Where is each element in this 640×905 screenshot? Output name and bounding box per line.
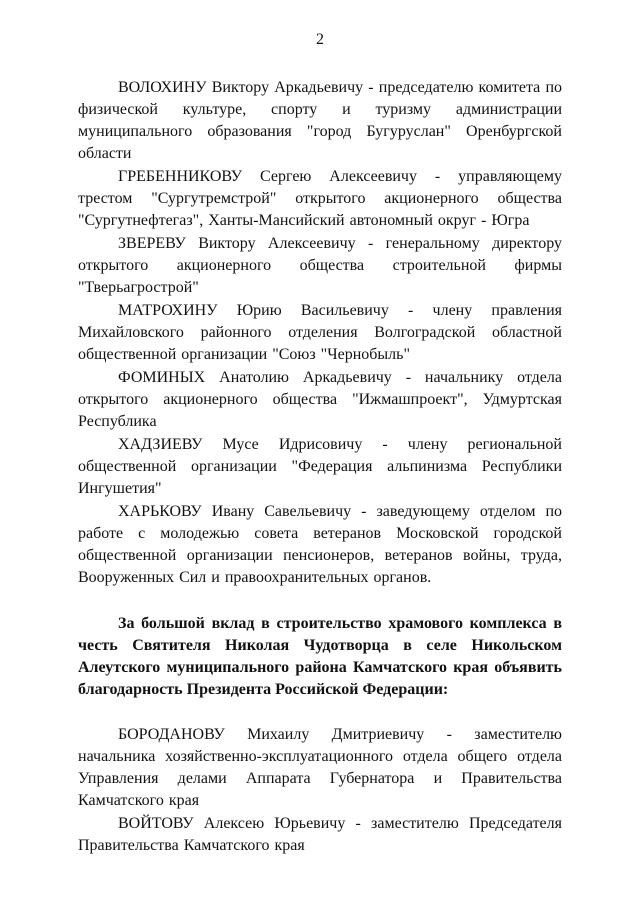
award-entry-volokhin: ВОЛОХИНУ Виктору Аркадьевичу - председателю комитета по физической культуре, спорту и туризму администрации муниципального образования "город Бугуруслан" Оренбургской области [78, 79, 562, 162]
award-entry-khadziev: ХАДЗИЕВУ Мусе Идрисовичу - члену региональной общественной организации "Федерация альпинизма Республики Ингушетия" [78, 436, 562, 497]
award-entry-voytov: ВОЙТОВУ Алексею Юрьевичу - заместителю Председателя Правительства Камчатского края [78, 815, 562, 854]
award-entry-borodanov: БОРОДАНОВУ Михаилу Дмитриевичу - заместителю начальника хозяйственно-эксплуатационного отдела общего отдела Управления делами Аппарата Губернатора и Правительства Камчатского края [78, 726, 562, 809]
award-entry-kharkov: ХАРЬКОВУ Ивану Савельевичу - заведующему отделом по работе с молодежью совета ветеранов Московской городской общественной организации пенсионеров, ветеранов войны, труда, Вооруженных Сил и правоохранительных органов. [78, 503, 562, 586]
document-body [78, 77, 562, 857]
section-heading: За большой вклад в строительство храмового комплекса в честь Святителя Николая Чудотворца в селе Никольском Алеутского муниципального района Камчатского края объявить благодарность Президента Российской Федерации: [78, 615, 562, 698]
award-entry-fominykh: ФОМИНЫХ Анатолию Аркадьевичу - начальнику отдела открытого акционерного общества "Ижмашпроект", Удмуртская Республика [78, 369, 562, 430]
award-entry-grebennikov: ГРЕБЕННИКОВУ Сергею Алексеевичу - управляющему трестом "Сургутремстрой" открытого акционерного общества "Сургутнефтегаз", Ханты-Мансийский автономный округ - Югра [78, 168, 562, 229]
award-entry-zverev: ЗВЕРЕВУ Виктору Алексеевичу - генеральному директору открытого акционерного общества строительной фирмы "Тверьагрострой" [78, 235, 562, 296]
award-entry-matrokhin: МАТРОХИНУ Юрию Васильевичу - члену правления Михайловского районного отделения Волгоградской областной общественной организации "Союз "Чернобыль" [78, 302, 562, 363]
page-number: 2 [316, 31, 324, 48]
section-spacer [78, 701, 562, 724]
